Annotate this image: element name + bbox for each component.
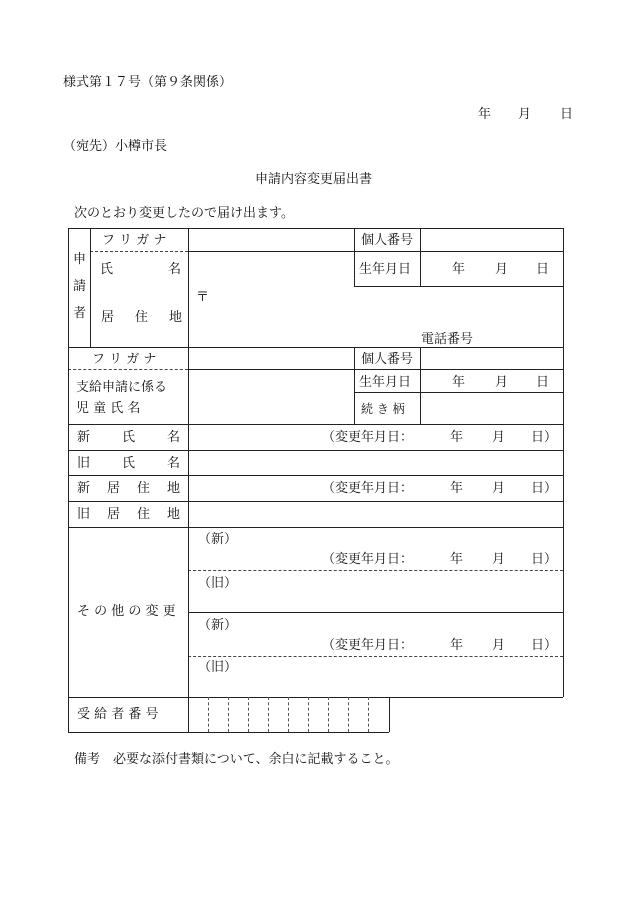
- applicant-birth-day: 日: [536, 262, 550, 277]
- applicant-birth-year: 年: [452, 262, 466, 277]
- other-change-date-label-2: （変更年月日：: [322, 638, 414, 653]
- new-address-label-3: 住: [137, 481, 151, 496]
- old-address-label-1: 旧: [77, 507, 91, 522]
- other-change-year-2: 年: [450, 638, 464, 653]
- new-address-change-day: 日）: [531, 481, 558, 496]
- applicant-mynumber-label: 個人番号: [361, 233, 414, 248]
- other-change-date-label-1: （変更年月日：: [322, 552, 414, 567]
- other-changes-label: そ の 他 の 変 更: [77, 604, 176, 619]
- intro-text: 次のとおり変更したので届け出ます。: [74, 206, 294, 221]
- child-name-label-line2: 児 童 氏 名: [76, 401, 141, 416]
- old-name-label-3: 名: [167, 456, 181, 471]
- applicant-birthdate-label: 生年月日: [359, 262, 412, 277]
- phone-label: 電話番号: [421, 332, 474, 347]
- applicant-side-label-3: 者: [73, 306, 87, 321]
- old-address-label-3: 住: [137, 507, 151, 522]
- other-new-tag-1: （新）: [198, 532, 238, 547]
- other-old-tag-1: （旧）: [198, 576, 238, 591]
- applicant-side-label-2: 請: [73, 279, 87, 294]
- child-birth-day: 日: [536, 375, 550, 390]
- child-mynumber-label: 個人番号: [361, 352, 414, 367]
- other-old-tag-2: （旧）: [198, 660, 238, 675]
- applicant-birth-month: 月: [495, 262, 509, 277]
- new-name-label-3: 名: [167, 430, 181, 445]
- new-address-change-date-label: （変更年月日：: [322, 481, 414, 496]
- remarks: 備考 必要な添付書類について、余白に記載すること。: [74, 752, 399, 767]
- document-title: 申請内容変更届出書: [255, 172, 373, 187]
- other-new-tag-2: （新）: [198, 618, 238, 633]
- header-day-label: 日: [560, 107, 574, 122]
- new-address-label-1: 新: [77, 481, 91, 496]
- child-name-label-line1: 支給申請に係る: [76, 380, 168, 395]
- new-name-label-2: 氏: [122, 430, 136, 445]
- other-change-day-1: 日）: [531, 552, 558, 567]
- relationship-label: 続 き 柄: [361, 402, 405, 416]
- new-name-label-1: 新: [77, 430, 91, 445]
- child-birth-year: 年: [452, 375, 466, 390]
- applicant-side-label-1: 申: [73, 252, 87, 267]
- new-address-change-year: 年: [450, 481, 464, 496]
- postal-mark: 〒: [196, 290, 210, 305]
- recipient-number-label: 受 給 者 番 号: [77, 707, 159, 722]
- applicant-furigana-label: フ リ ガ ナ: [102, 233, 167, 248]
- child-birth-month: 月: [495, 375, 509, 390]
- new-address-label-4: 地: [167, 481, 181, 496]
- other-change-day-2: 日）: [531, 638, 558, 653]
- old-name-label-2: 氏: [122, 456, 136, 471]
- applicant-address-label-2: 住: [135, 310, 149, 325]
- applicant-name-label-a: 氏: [100, 262, 114, 277]
- header-month-label: 月: [518, 107, 532, 122]
- old-address-label-4: 地: [167, 507, 181, 522]
- new-name-change-day: 日）: [531, 430, 558, 445]
- other-change-year-1: 年: [450, 552, 464, 567]
- child-furigana-label: フ リ ガ ナ: [92, 352, 157, 367]
- applicant-name-label-b: 名: [168, 262, 182, 277]
- applicant-address-label-3: 地: [169, 310, 183, 325]
- old-name-label-1: 旧: [77, 456, 91, 471]
- child-birthdate-label: 生年月日: [359, 375, 412, 390]
- addressee: （宛先）小樽市長: [63, 139, 168, 154]
- other-change-month-1: 月: [492, 552, 506, 567]
- applicant-address-label-1: 居: [101, 310, 115, 325]
- new-name-change-month: 月: [492, 430, 506, 445]
- new-name-change-year: 年: [450, 430, 464, 445]
- form-number: 様式第１７号（第９条関係）: [63, 75, 233, 90]
- new-name-change-date-label: （変更年月日：: [322, 430, 414, 445]
- other-change-month-2: 月: [492, 638, 506, 653]
- new-address-change-month: 月: [492, 481, 506, 496]
- header-year-label: 年: [478, 107, 492, 122]
- new-address-label-2: 居: [107, 481, 121, 496]
- old-address-label-2: 居: [107, 507, 121, 522]
